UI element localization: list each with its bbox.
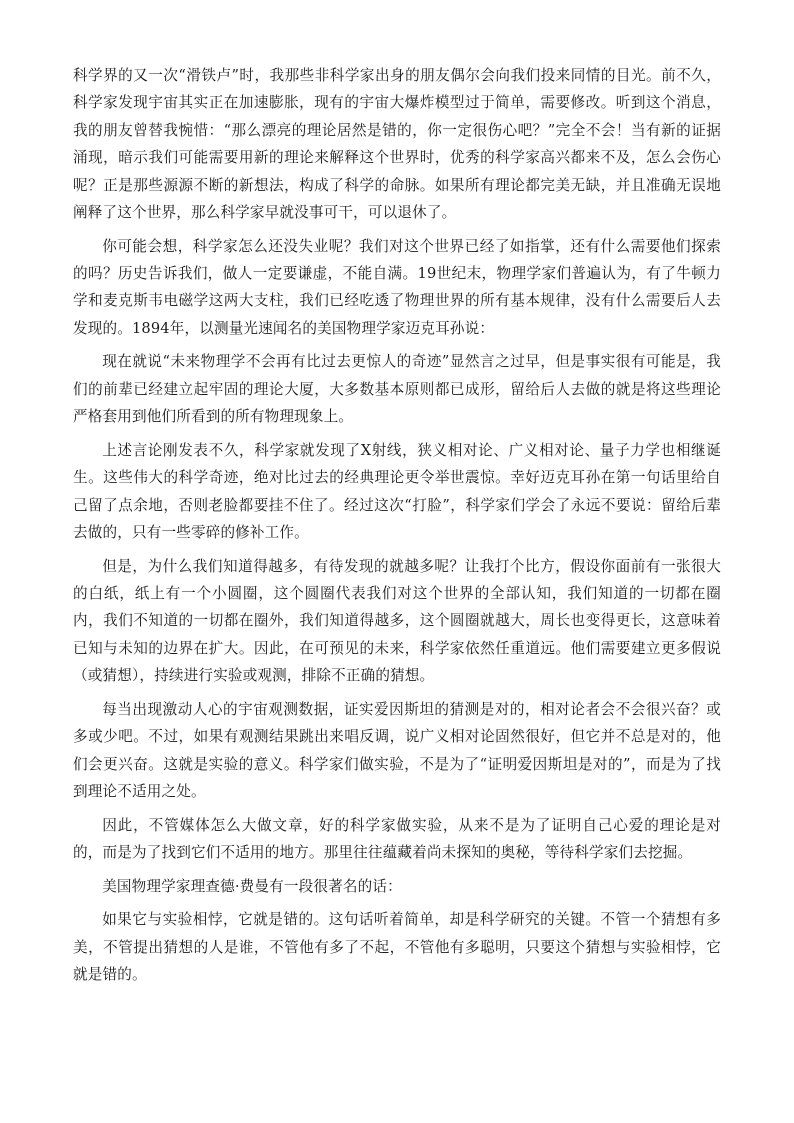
quote-michelson: 现在就说“未来物理学不会再有比过去更惊人的奇迹”显然言之过早，但是事实很有可能是，我们的前辈已经建立起牢固的理论大厦，大多数基本原则都已成形，留给后人去做的就是将这些理论严格套用到他们所看到的所有物理现象上。: [73, 353, 721, 426]
paragraph-1: 科学界的又一次“滑铁卢”时，我那些非科学家出身的朋友偶尔会向我们投来同情的目光。前不久，科学家发现宇宙其实正在加速膨胀，现有的宇宙大爆炸模型过于简单，需要修改。听到这个消息，我的朋友曾替我惋惜：“那么漂亮的理论居然是错的，你一定很伤心吧？”完全不会！当有新的证据涌现，暗示我们可能需要用新的理论来解释这个世界时，优秀的科学家高兴都来不及，怎么会伤心呢？正是那些源源不断的新想法，构成了科学的命脉。如果所有理论都完美无缺，并且准确无误地阐释了这个世界，那么科学家早就没事可干，可以退休了。: [73, 67, 721, 222]
paragraph-4: 但是，为什么我们知道得越多，有待发现的就越多呢？让我打个比方，假设你面前有一张很大的白纸，纸上有一个小圆圈，这个圆圈代表我们对这个世界的全部认知，我们知道的一切都在圈内，我们不知道的一切都在圈外，我们知道得越多，这个圆圈就越大，周长也变得更长，这意味着已知与未知的边界在扩大。因此，在可预见的未来，科学家依然任重道远。他们需要建立更多假说（或猜想），持续进行实验或观测，排除不正确的猜想。: [73, 557, 721, 685]
paragraph-3: 上述言论刚发表不久，科学家就发现了X射线，狭义相对论、广义相对论、量子力学也相继诞生。这些伟大的科学奇迹，绝对比过去的经典理论更令举世震惊。幸好迈克耳孙在第一句话里给自己留了点余地，否则老脸都要挂不住了。经过这次“打脸”，科学家们学会了永远不要说：留给后辈去做的，只有一些零碎的修补工作。: [73, 441, 721, 542]
quote-feynman: 如果它与实验相悖，它就是错的。这句话听着简单，却是科学研究的关键。不管一个猜想有多美，不管提出猜想的人是谁，不管他有多了不起，不管他有多聪明，只要这个猜想与实验相悖，它就是错的。: [73, 911, 721, 984]
paragraph-6: 因此，不管媒体怎么大做文章，好的科学家做实验，从来不是为了证明自己心爱的理论是对的，而是为了找到它们不适用的地方。那里往往蕴藏着尚未探知的奥秘，等待科学家们去挖掘。: [73, 816, 721, 862]
paragraph-7: 美国物理学家理查德·费曼有一段很著名的话：: [102, 877, 402, 895]
paragraph-2: 你可能会想，科学家怎么还没失业呢？我们对这个世界已经了如指掌，还有什么需要他们探索的吗？历史告诉我们，做人一定要谦虚，不能自满。19世纪末，物理学家们普遍认为，有了牛顿力学和麦克斯韦电磁学这两大支柱，我们已经吃透了物理世界的所有基本规律，没有什么需要后人去发现的。1894年，以测量光速闻名的美国物理学家迈克耳孙说：: [73, 237, 721, 337]
paragraph-5: 每当出现激动人心的宇宙观测数据，证实爱因斯坦的猜测是对的，相对论者会不会很兴奋？或多或少吧。不过，如果有观测结果跳出来唱反调，说广义相对论固然很好，但它并不总是对的，他们会更兴奋。这就是实验的意义。科学家们做实验，不是为了“证明爱因斯坦是对的”，而是为了找到理论不适用之处。: [73, 700, 721, 801]
document-body: [73, 62, 721, 995]
